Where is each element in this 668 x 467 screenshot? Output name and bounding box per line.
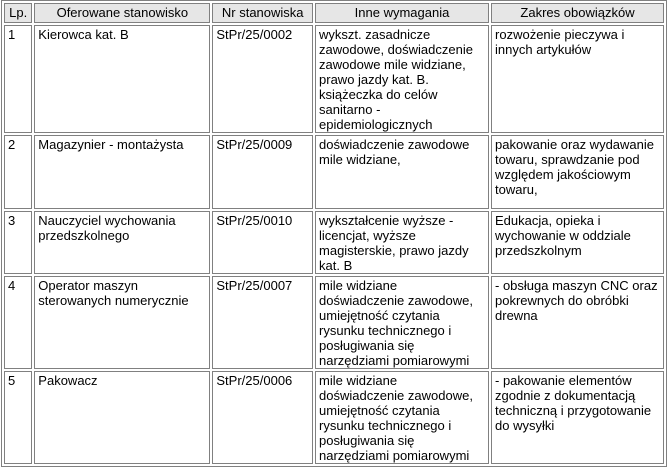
cell-position: Nauczyciel wychowania przedszkolnego — [34, 211, 210, 274]
cell-duties: - pakowanie elementów zgodnie z dokumentacją techniczną i przygotowanie do wysyłki — [491, 371, 664, 464]
cell-lp: 3 — [4, 211, 32, 274]
header-number: Nr stanowiska — [212, 3, 313, 23]
table-row — [4, 371, 664, 464]
cell-position: Magazynier - montażysta — [34, 135, 210, 209]
header-duties: Zakres obowiązków — [491, 3, 664, 23]
header-position: Oferowane stanowisko — [34, 3, 210, 23]
cell-lp: 4 — [4, 276, 32, 369]
cell-requirements: wykszt. zasadnicze zawodowe, doświadczenie zawodowe mile widziane, prawo jazdy kat. B. książeczka do celów sanitarno - epidemiologicznych — [315, 25, 489, 133]
cell-lp: 1 — [4, 25, 32, 133]
header-lp: Lp. — [4, 3, 32, 23]
header-requirements: Inne wymagania — [315, 3, 489, 23]
table-header-row — [4, 3, 664, 23]
table-row — [4, 276, 664, 369]
cell-requirements: doświadczenie zawodowe mile widziane, — [315, 135, 489, 209]
cell-number: StPr/25/0002 — [212, 25, 313, 133]
cell-requirements: mile widziane doświadczenie zawodowe, umiejętność czytania rysunku technicznego i posługiwania się narzędziami pomiarowymi — [315, 371, 489, 464]
cell-position: Kierowca kat. B — [34, 25, 210, 133]
cell-duties: Edukacja, opieka i wychowanie w oddziale przedszkolnym — [491, 211, 664, 274]
cell-number: StPr/25/0009 — [212, 135, 313, 209]
cell-duties: rozwożenie pieczywa i innych artykułów — [491, 25, 664, 133]
cell-position: Operator maszyn sterowanych numerycznie — [34, 276, 210, 369]
table-row — [4, 211, 664, 274]
cell-number: StPr/25/0007 — [212, 276, 313, 369]
table-row — [4, 25, 664, 133]
cell-requirements: mile widziane doświadczenie zawodowe, umiejętność czytania rysunku technicznego i posługiwania się narzędziami pomiarowymi — [315, 276, 489, 369]
cell-lp: 5 — [4, 371, 32, 464]
cell-position: Pakowacz — [34, 371, 210, 464]
table-row — [4, 135, 664, 209]
cell-number: StPr/25/0006 — [212, 371, 313, 464]
cell-duties: - obsługa maszyn CNC oraz pokrewnych do obróbki drewna — [491, 276, 664, 369]
cell-lp: 2 — [4, 135, 32, 209]
job-offers-table — [1, 0, 667, 467]
cell-number: StPr/25/0010 — [212, 211, 313, 274]
cell-duties: pakowanie oraz wydawanie towaru, sprawdzanie pod względem jakościowym towaru, — [491, 135, 664, 209]
cell-requirements: wykształcenie wyższe - licencjat, wyższe magisterskie, prawo jazdy kat. B — [315, 211, 489, 274]
